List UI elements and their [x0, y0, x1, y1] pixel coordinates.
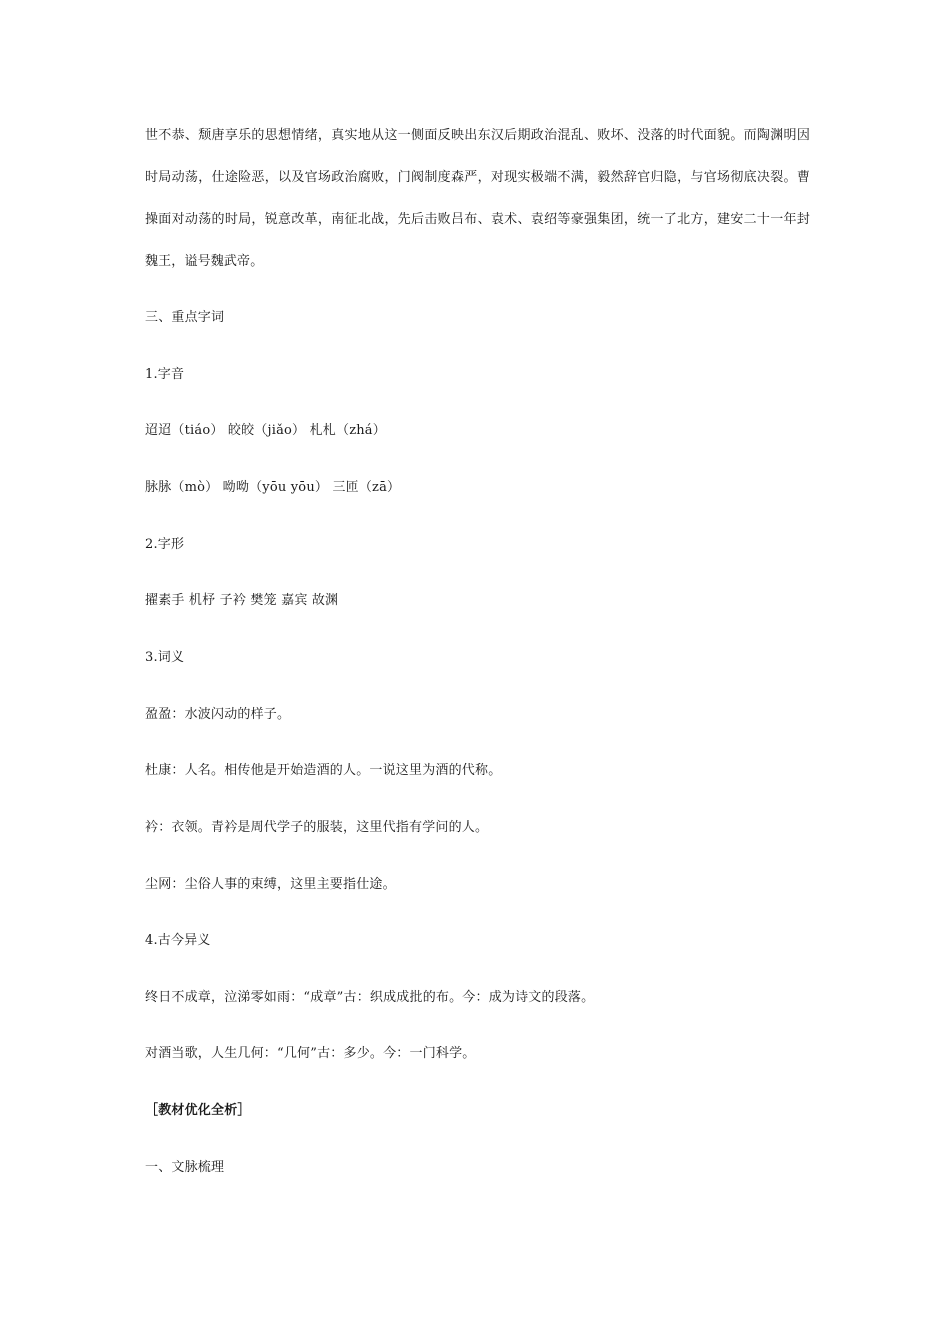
pronunciation-line-2: 脉脉（mò） 呦呦（yōu yōu） 三匝（zā） [145, 480, 401, 495]
ancient-modern-item: 终日不成章，泣涕零如雨：“成章”古：织成成批的布。今：成为诗文的段落。 [145, 990, 595, 1005]
pronunciation-heading: 1.字音 [145, 367, 185, 382]
section1-heading: 一、文脉梳理 [145, 1160, 225, 1175]
glyph-heading: 2.字形 [145, 537, 185, 552]
section3-heading: 三、重点字词 [145, 310, 225, 325]
intro-paragraph: 世不恭、颓唐享乐的思想情绪，真实地从这一侧面反映出东汉后期政治混乱、败坏、没落的时代面貌。而陶渊明因时局动荡，仕途险恶，以及官场政治腐败，门阀制度森严，对现实极端不满，毅然辞官归隐，与官场彻底决裂。曹操面对动荡的时局，锐意改革，南征北战，先后击败吕布、袁术、袁绍等豪强集团，统一了北方，建安二十一年封魏王，谥号魏武帝。 [145, 128, 810, 269]
ancient-modern-item: 对酒当歌，人生几何：“几何”古：多少。今：一门科学。 [145, 1046, 476, 1061]
meaning-item: 尘网：尘俗人事的束缚，这里主要指仕途。 [145, 877, 396, 892]
analysis-heading: ［教材优化全析］ [145, 1103, 251, 1118]
glyph-line: 擢素手 机杼 子衿 樊笼 嘉宾 故渊 [145, 593, 339, 608]
meaning-item: 盈盈：水波闪动的样子。 [145, 707, 291, 722]
meaning-item: 衿：衣领。青衿是周代学子的服装，这里代指有学问的人。 [145, 820, 489, 835]
meaning-item: 杜康：人名。相传他是开始造酒的人。一说这里为酒的代称。 [145, 763, 502, 778]
meaning-heading: 3.词义 [145, 650, 185, 665]
ancient-modern-heading: 4.古今异义 [145, 933, 211, 948]
pronunciation-line-1: 迢迢（tiáo） 皎皎（jiǎo） 札札（zhá） [145, 423, 386, 438]
